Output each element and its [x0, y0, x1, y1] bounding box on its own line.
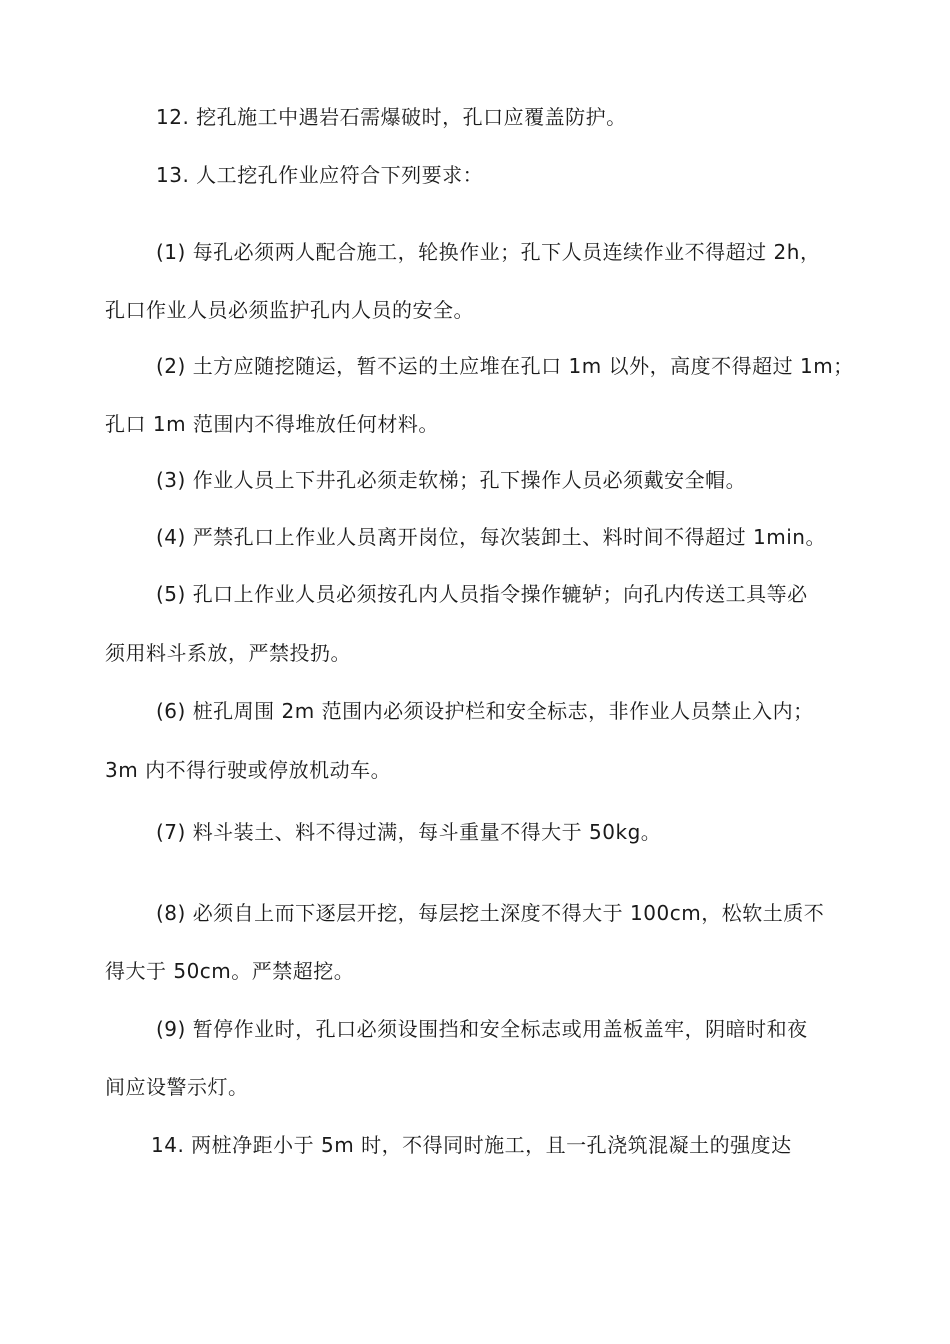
item-13-8-line-2: 得大于 50cm。严禁超挖。 [105, 959, 355, 983]
item-13-1-line-1: (1) 每孔必须两人配合施工，轮换作业；孔下人员连续作业不得超过 2h， [156, 240, 821, 264]
item-13-heading: 13. 人工挖孔作业应符合下列要求： [156, 163, 484, 187]
item-13-2-line-1: (2) 土方应随挖随运，暂不运的土应堆在孔口 1m 以外，高度不得超过 1m； [156, 354, 854, 378]
item-14: 14. 两桩净距小于 5m 时，不得同时施工，且一孔浇筑混凝土的强度达 [151, 1133, 792, 1157]
item-12: 12. 挖孔施工中遇岩石需爆破时，孔口应覆盖防护。 [156, 105, 627, 129]
item-13-9-line-1: (9) 暂停作业时，孔口必须设围挡和安全标志或用盖板盖牢，阴暗时和夜 [156, 1017, 808, 1041]
item-13-6-line-2: 3m 内不得行驶或停放机动车。 [105, 758, 392, 782]
item-13-4: (4) 严禁孔口上作业人员离开岗位，每次装卸土、料时间不得超过 1min。 [156, 525, 826, 549]
item-13-8-line-1: (8) 必须自上而下逐层开挖，每层挖土深度不得大于 100cm，松软土质不 [156, 901, 825, 925]
item-13-5-line-1: (5) 孔口上作业人员必须按孔内人员指令操作辘轳；向孔内传送工具等必 [156, 582, 808, 606]
item-13-7: (7) 料斗装土、料不得过满，每斗重量不得大于 50kg。 [156, 820, 662, 844]
item-13-3: (3) 作业人员上下井孔必须走软梯；孔下操作人员必须戴安全帽。 [156, 468, 747, 492]
item-13-6-line-1: (6) 桩孔周围 2m 范围内必须设护栏和安全标志，非作业人员禁止入内； [156, 699, 814, 723]
item-13-1-line-2: 孔口作业人员必须监护孔内人员的安全。 [105, 298, 474, 322]
item-13-2-line-2: 孔口 1m 范围内不得堆放任何材料。 [105, 412, 439, 436]
item-13-9-line-2: 间应设警示灯。 [105, 1075, 249, 1099]
item-13-5-line-2: 须用料斗系放，严禁投扔。 [105, 641, 351, 665]
